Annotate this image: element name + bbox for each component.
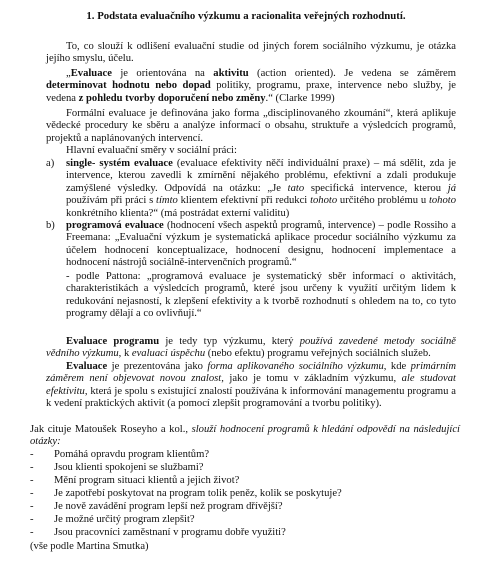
text-run: je orientována na (111, 68, 214, 79)
text-run: (nebo efektu) programu veřejných sociálních služeb. (205, 348, 431, 360)
section-heading: 1. Podstata evaluačního výzkumu a racionalita veřejných rozhodnutí. (86, 10, 406, 22)
text-run: , kde (383, 361, 411, 372)
italic-run: tohoto (428, 195, 457, 207)
patton-definition: - podle Pattona: „programová evaluace je systematický sběr informací o aktivitách, charakteristikách a výsledcích programů, které jsou určeny k využití určitým lidem k redukování nejasností, k zlepšení efektivity a k tvorbě rozhodnutí s ohledem na to, co tyto programy dělají a co ovlivňují.“ (66, 271, 456, 320)
italic-run: tímto (156, 195, 178, 207)
clarke-definition-paragraph (46, 68, 456, 105)
dash-marker: - (30, 527, 34, 538)
list-text-b (66, 220, 456, 270)
dash-marker: - (30, 462, 34, 473)
question-text: Je zapotřebí poskytovat na program tolik peněz, kolik se poskytuje? (54, 488, 342, 499)
italic-run: primárním záměrem není objevovat novou znalost (46, 361, 456, 385)
text-run: .“ (Clarke 1999) (265, 92, 335, 104)
directions-intro: Hlavní evaluační směry v sociální práci: (66, 145, 237, 156)
text-run: určitého problému u (337, 195, 429, 207)
open-quote: „ (66, 68, 71, 79)
text-run: konkrétního klienta?“ (má postrádat externí validitu) (66, 207, 290, 219)
text-run: (hodnocení všech aspektů programů, intervence) – podle Rossiho a Freemana: „Evaluační výzkum je systematická aplikace procedur sociálního výzkumu za účelem hodnocení konceptualizace, hodnocení designu, hodnocení implementace a hodnocení nástrojů sociálně-intervenčních programů.“ (66, 220, 456, 269)
applied-research-paragraph (46, 361, 456, 411)
term-single-system: single- systém evaluace (66, 158, 173, 169)
text-run: , k (118, 348, 132, 360)
text-run: , jako je tomu v základním výzkumu, (221, 373, 402, 385)
term-aktivitu: aktivitu (213, 68, 249, 79)
dash-marker: - (30, 514, 34, 525)
text-run: používám při práci s (66, 195, 157, 207)
text-run: (action oriented). Je vedena se záměrem (248, 68, 456, 79)
intro-paragraph: To, co slouží k odlišení evaluační studie od jiných forem sociálního výzkumu, je otázka jejího smyslu, účelu. (46, 41, 456, 65)
dash-marker: - (30, 501, 34, 512)
text-run: politiky, programu, praxe, intervence nebo služby, je vedena (46, 80, 457, 104)
question-text: Mění program situaci klientů a jejich život? (54, 475, 240, 486)
dash-marker: - (30, 475, 34, 486)
italic-run: tato (287, 182, 305, 194)
list-text-a (66, 158, 456, 220)
italic-run: tohoto (310, 195, 338, 207)
term-evaluace-programu: Evaluace programu (66, 336, 160, 347)
text-run: (evaluace efektivity něčí individuální praxe) – má sdělit, zda je intervence, kterou zavedli k zmírnění nějakého problému, efektivní a zdali produkuje zamýšlené výsledky. Odpovídá na otázku: „Je (66, 158, 456, 194)
term-determinovat: determinovat hodnotu nebo dopad (46, 80, 211, 92)
italic-run: používá zavedené metody sociálně vědního výzkumu (46, 336, 457, 360)
question-text: Jsou klienti spokojeni se službami? (54, 462, 204, 473)
program-evaluation-paragraph (46, 336, 456, 361)
source-note: (vše podle Martina Smutka) (30, 541, 149, 552)
term-pohled: z pohledu tvorby doporučení nebo změny (78, 92, 266, 104)
list-label-a: a) (46, 158, 55, 169)
italic-run: já (447, 182, 456, 194)
text-run: klientem efektivní při redukci (177, 195, 311, 207)
text-run: specifická intervence, kterou (304, 182, 448, 194)
question-text: Je možné určitý program zlepšit? (54, 514, 195, 525)
dash-marker: - (30, 449, 34, 460)
list-label-b: b) (46, 220, 55, 231)
question-text: Je nově zavádění program lepší než program dřívější? (54, 501, 283, 512)
italic-run: slouží hodnocení programů k hledání odpovědí na následující otázky: (30, 424, 460, 448)
italic-run: forma aplikovaného sociálního výzkumu (207, 361, 384, 372)
term-evaluace-2: Evaluace (66, 361, 108, 372)
italic-run: evaluaci úspěchu (131, 348, 206, 360)
formal-evaluation-paragraph: Formální evaluace je definována jako forma „disciplinovaného zkoumání“, která aplikuje vědecké procedury ke sběru a analýze informací o obsahu, struktuře a výsledcích programů, projektů a naplánovaných intervencí. (46, 108, 456, 144)
question-text: Pomáhá opravdu program klientům? (54, 449, 210, 460)
dash-marker: - (30, 488, 34, 499)
text-run: je tedy typ výzkumu, který (159, 336, 300, 347)
italic-run: ale studovat efektivitu (46, 373, 456, 397)
matousek-citation (30, 424, 460, 449)
text-run: , která je spolu s existující znalostí používána k informování managementu programu a k vedení praktických aktivit (a pomocí zlepšit programování a tvorbu politiky). (46, 385, 456, 410)
question-text: Jsou pracovníci zaměstnaní v programu dobře využiti? (54, 527, 286, 538)
text-run: je prezentována jako (107, 361, 208, 372)
term-programova: programová evaluace (66, 220, 164, 231)
term-evaluace: Evaluace (70, 68, 112, 79)
text-run: Jak cituje Matoušek Roseyho a kol., (30, 424, 192, 435)
